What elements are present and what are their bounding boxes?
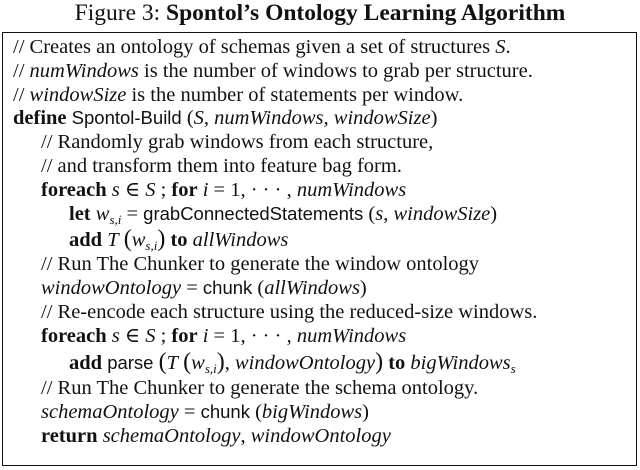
figure-label: Figure 3: [74, 0, 167, 26]
algo-line-6: // and transform them into feature bag form. [41, 155, 402, 177]
algo-line-1: // Creates an ontology of schemas given a set of structures S. [13, 36, 511, 58]
algo-line-11: windowOntology = chunk (allWindows) [41, 277, 367, 299]
algo-line-8: let $w_{s,i}$ = grabConnectedStatements (s, windowSize) [69, 203, 498, 227]
algorithm-box [2, 32, 637, 466]
algo-line-5: // Randomly grab windows from each structure, [41, 131, 434, 153]
algo-line-4: define Spontol-Build (S, numWindows, windowSize) [13, 107, 438, 129]
algo-line-14: add parse (T $(w_{s,i})$, windowOntology) to bigWindows$_s$ [69, 349, 516, 376]
algo-line-15: // Run The Chunker to generate the schema ontology. [41, 377, 479, 399]
algo-line-2: // numWindows is the number of windows to grab per structure. [13, 60, 533, 82]
algo-line-3: // windowSize is the number of statements per window. [13, 84, 464, 106]
figure-caption [0, 0, 640, 34]
algo-line-10: // Run The Chunker to generate the window ontology [41, 253, 480, 275]
algo-line-7: foreach s ∈ S ; for i = 1, · · · , numWindows [41, 179, 407, 201]
algo-line-16: schemaOntology = chunk (bigWindows) [41, 401, 369, 423]
figure-title: Spontol’s Ontology Learning Algorithm [166, 0, 566, 26]
algo-line-12: // Re-encode each structure using the reduced-size windows. [41, 301, 538, 323]
algo-line-9: add T $(w_{s,i})$ to allWindows [69, 226, 289, 253]
algo-line-17: return schemaOntology, windowOntology [41, 425, 391, 447]
algo-line-13: foreach s ∈ S ; for i = 1, · · · , numWindows [41, 325, 407, 347]
